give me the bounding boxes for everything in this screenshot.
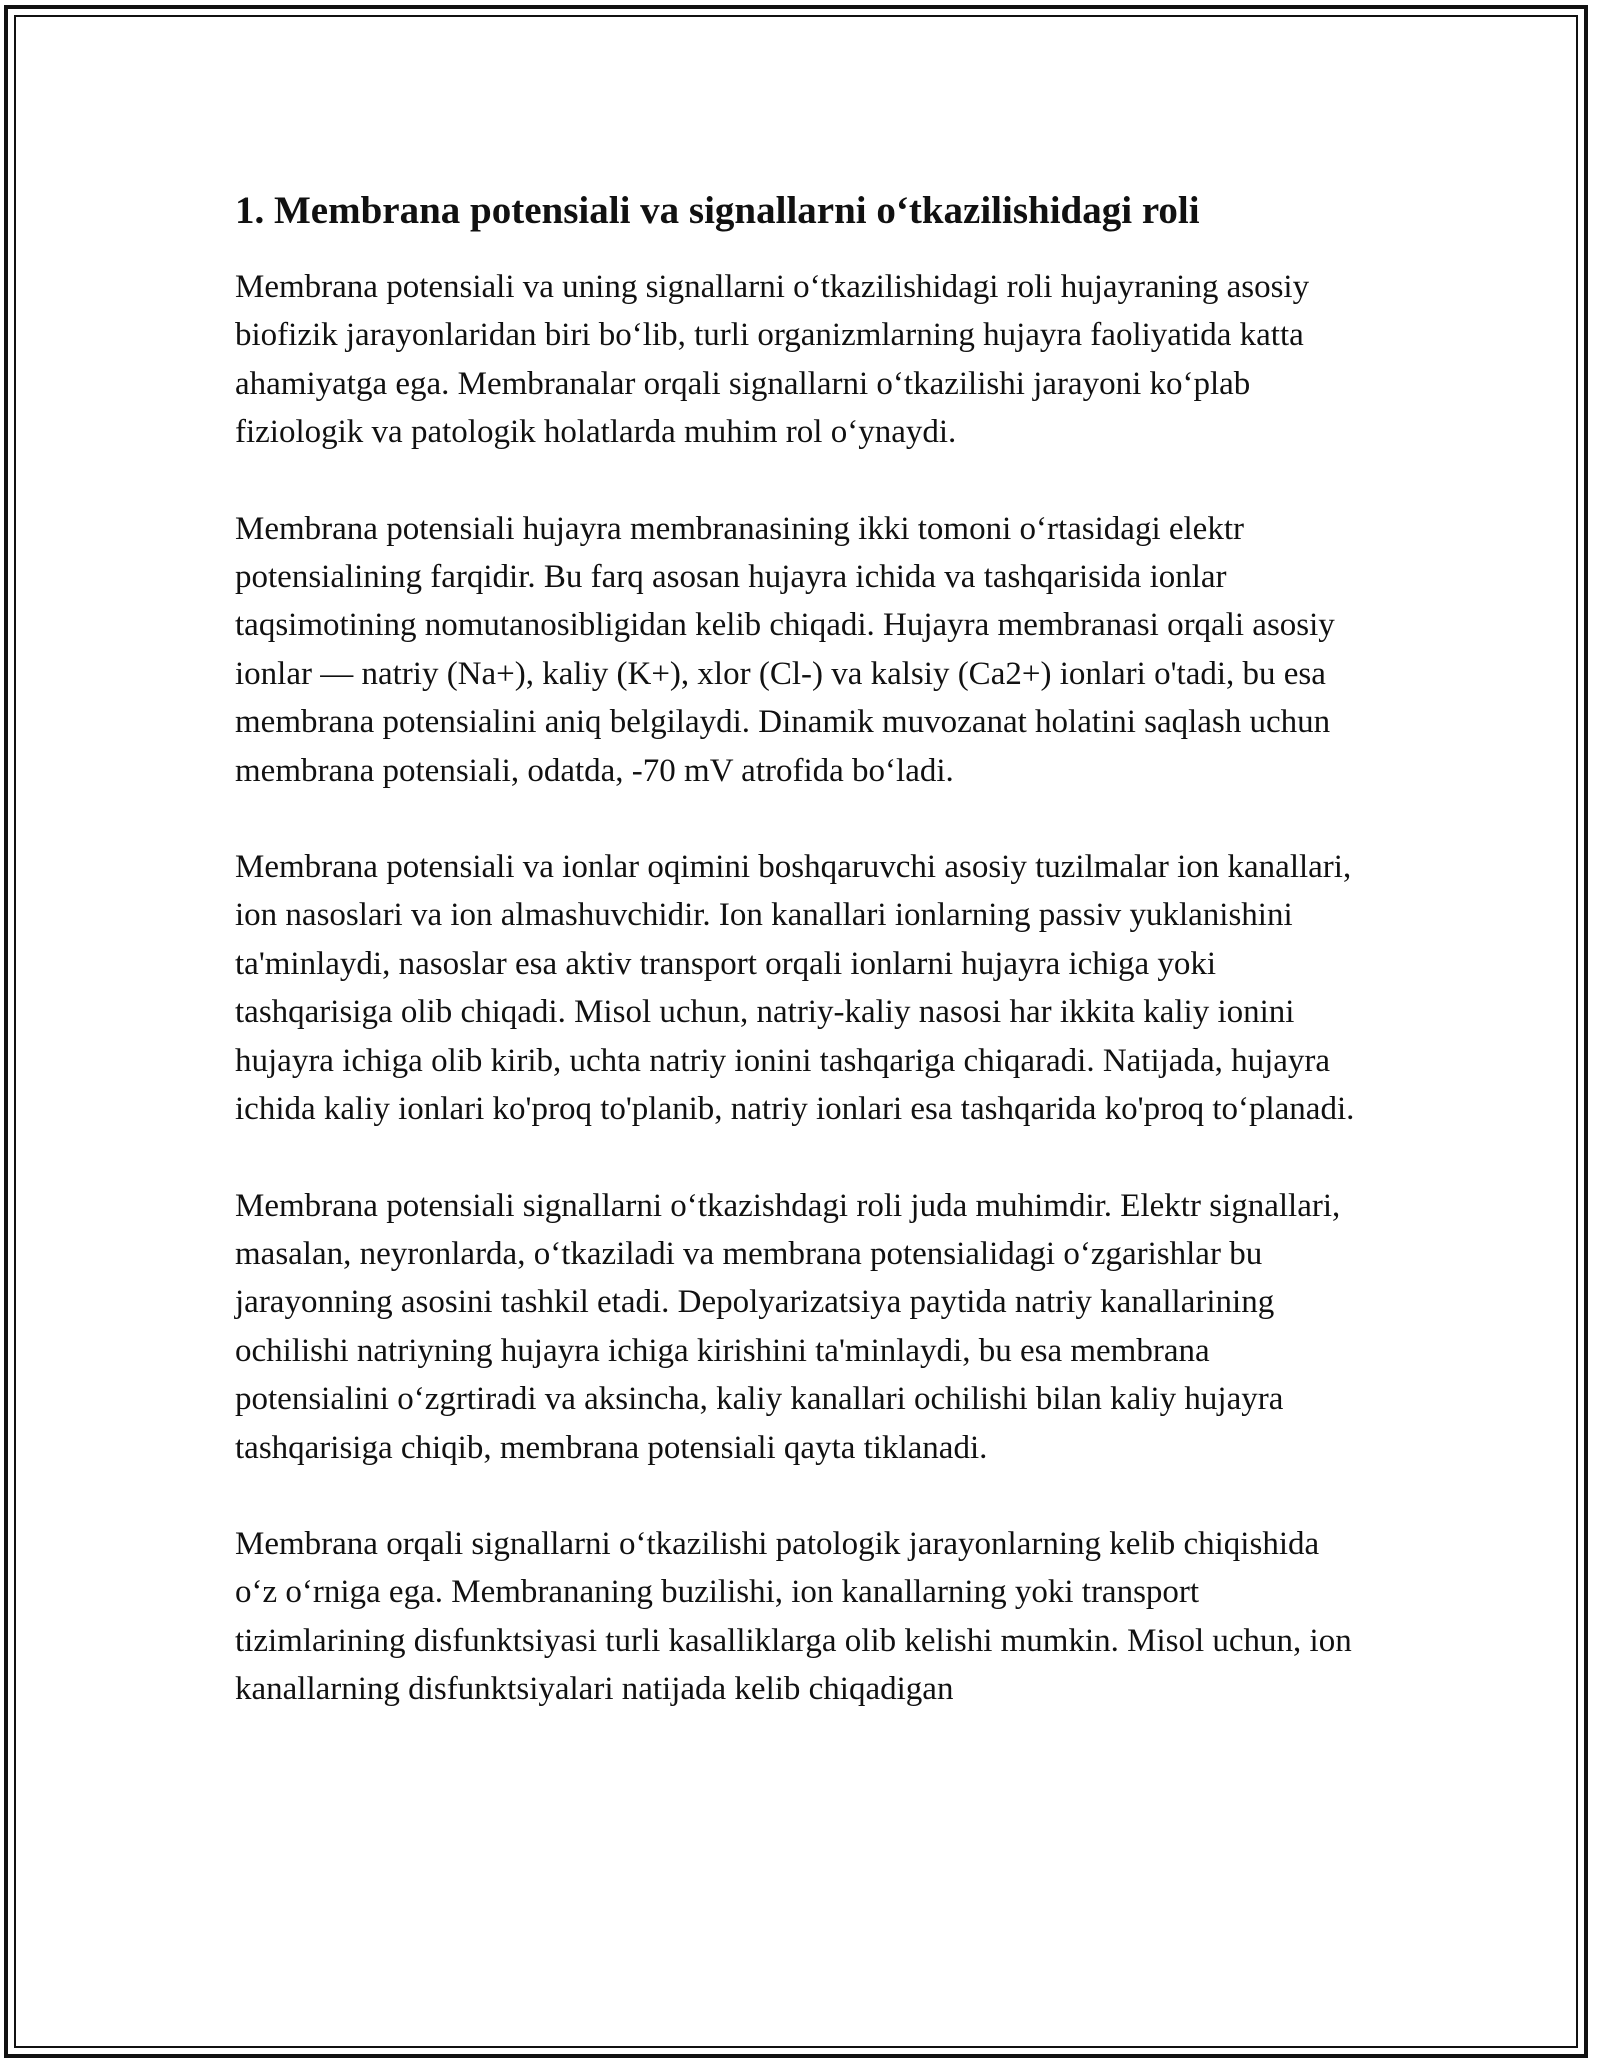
- document-body: [235, 185, 1365, 1762]
- paragraph-4: Membrana potensiali signallarni o‘tkazishdagi roli juda muhimdir. Elektr signallari, masalan, neyronlarda, o‘tkaziladi va membrana potensialidagi o‘zgarishlar bu jarayonning asosini tashkil etadi. Depolyarizatsiya paytida natriy kanallarining ochilishi natriyning hujayra ichiga kirishini ta'minlaydi, bu esa membrana potensialini o‘zgrtiradi va aksincha, kaliy kanallari ochilishi bilan kaliy hujayra tashqarisiga chiqib, membrana potensiali qayta tiklanadi.: [235, 1187, 1341, 1466]
- paragraph-1: Membrana potensiali va uning signallarni o‘tkazilishidagi roli hujayraning asosiy biofizik jarayonlaridan biri bo‘lib, turli organizmlarning hujayra faoliyatida katta ahamiyatga ega. Membranalar orqali signallarni o‘tkazilishi jarayoni ko‘plab fiziologik va patologik holatlarda muhim rol o‘ynaydi.: [235, 269, 1310, 451]
- paragraph-5: Membrana orqali signallarni o‘tkazilishi patologik jarayonlarning kelib chiqishida o‘z o‘rniga ega. Membrananing buzilishi, ion kanallarning yoki transport tizimlarining disfunktsiyasi turli kasalliklarga olib kelishi mumkin. Misol uchun, ion kanallarning disfunktsiyalari natijada kelib chiqadigan: [235, 1525, 1352, 1708]
- section-heading: 1. Membrana potensiali va signallarni o‘tkazilishidagi roli: [235, 189, 1200, 232]
- paragraph-2: Membrana potensiali hujayra membranasining ikki tomoni o‘rtasidagi elektr potensialining farqidir. Bu farq asosan hujayra ichida va tashqarisida ionlar taqsimotining nomutanosibligidan kelib chiqadi. Hujayra membranasi orqali asosiy ionlar — natriy (Na+), kaliy (K+), xlor (Cl-) va kalsiy (Ca2+) ionlari o'tadi, bu esa membrana potensialini aniq belgilaydi. Dinamik muvozanat holatini saqlash uchun membrana potensiali, odatda, -70 mV atrofida bo‘ladi.: [235, 510, 1335, 789]
- paragraph-3: Membrana potensiali va ionlar oqimini boshqaruvchi asosiy tuzilmalar ion kanallari, ion nasoslari va ion almashuvchidir. Ion kanallari ionlarning passiv yuklanishini ta'minlaydi, nasoslar esa aktiv transport orqali ionlarni hujayra ichiga yoki tashqarisiga olib chiqadi. Misol uchun, natriy-kaliy nasosi har ikkita kaliy ionini hujayra ichiga olib kirib, uchta natriy ionini tashqariga chiqaradi. Natijada, hujayra ichida kaliy ionlari ko'proq to'planib, natriy ionlari esa tashqarida ko'proq to‘planadi.: [235, 849, 1355, 1128]
